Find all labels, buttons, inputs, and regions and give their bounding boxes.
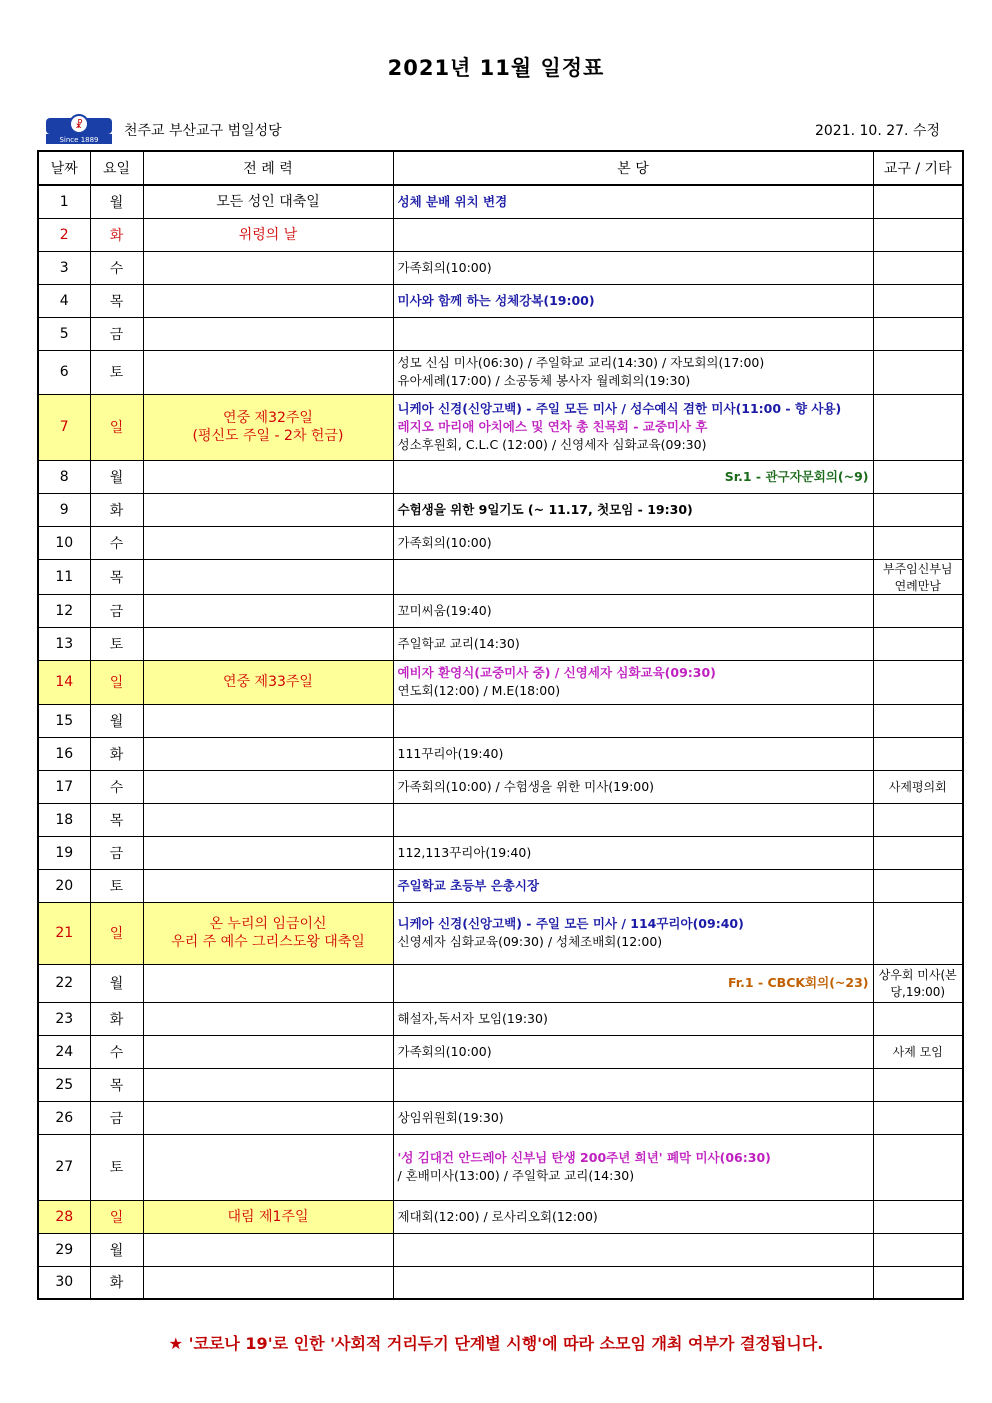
cell-parish [393, 627, 873, 660]
dow-value: 수 [109, 535, 124, 552]
cell-etc [873, 1101, 963, 1134]
table-row [38, 803, 963, 836]
cell-dow [90, 1002, 143, 1035]
parish-name: 천주교 부산교구 범일성당 [124, 123, 282, 139]
date-value: 12 [55, 602, 74, 619]
cell-liturgy [143, 660, 393, 704]
date-value: 21 [55, 925, 74, 941]
table-row [38, 350, 963, 394]
dow-value: 화 [109, 1011, 124, 1028]
cell-date [38, 1002, 90, 1035]
cell-liturgy [143, 350, 393, 394]
cell-parish [393, 1101, 873, 1134]
cell-date [38, 284, 90, 317]
header-parish: 본 당 [393, 151, 873, 185]
date-value: 27 [55, 1159, 74, 1175]
cell-parish [393, 493, 873, 526]
cell-date [38, 1035, 90, 1068]
event-text: 가족회의(10:00) [397, 259, 492, 275]
cell-date [38, 1200, 90, 1233]
table-row [38, 1233, 963, 1266]
cell-parish [393, 317, 873, 350]
event-text: 해설자,독서자 모임(19:30) [397, 1010, 548, 1026]
dow-value: 일 [109, 420, 124, 436]
cell-liturgy [143, 1035, 393, 1068]
dow-value: 화 [109, 502, 124, 519]
cell-parish [393, 594, 873, 627]
cell-etc [873, 1035, 963, 1068]
cell-dow [90, 836, 143, 869]
cell-date [38, 594, 90, 627]
dow-value: 금 [109, 326, 124, 343]
table-row [38, 1068, 963, 1101]
cell-parish [393, 350, 873, 394]
dow-value: 일 [109, 1209, 124, 1226]
date-value: 10 [55, 534, 74, 551]
event-text: 미사와 함께 하는 성체강복(19:00) [397, 292, 595, 308]
table-header [38, 151, 963, 185]
event-text: 제대회(12:00) / 로사리오회(12:00) [397, 1208, 598, 1224]
cell-etc [873, 627, 963, 660]
cell-dow [90, 526, 143, 559]
cell-liturgy [143, 284, 393, 317]
dow-value: 월 [109, 1242, 124, 1259]
cell-dow [90, 1035, 143, 1068]
cell-dow [90, 1266, 143, 1299]
date-value: 1 [59, 193, 69, 210]
header-liturgy: 전 례 력 [143, 151, 393, 185]
cell-date [38, 251, 90, 284]
liturgy-text: 모든 성인 대축일 [216, 193, 320, 210]
dow-value: 토 [109, 878, 124, 895]
event-text: 수험생을 위한 9일기도 (~ 11.17, 첫모임 - 19:30) [397, 501, 693, 517]
cell-parish [393, 559, 873, 594]
cell-etc [873, 559, 963, 594]
event-text: 112,113꾸리아(19:40) [397, 844, 532, 860]
table-row [38, 836, 963, 869]
dow-value: 월 [109, 194, 124, 211]
event-text: Sr.1 - 관구자문회의(~9) [724, 468, 869, 484]
cell-etc [873, 317, 963, 350]
date-value: 3 [59, 259, 69, 276]
cell-date [38, 1134, 90, 1200]
cell-dow [90, 704, 143, 737]
date-value: 4 [59, 292, 69, 309]
date-value: 23 [55, 1010, 74, 1027]
cell-dow [90, 218, 143, 251]
cell-liturgy [143, 526, 393, 559]
table-row [38, 1266, 963, 1299]
cell-etc [873, 251, 963, 284]
dow-value: 목 [109, 1077, 124, 1094]
cell-dow [90, 660, 143, 704]
date-value: 11 [55, 568, 74, 585]
table-row [38, 1035, 963, 1068]
table-row [38, 869, 963, 902]
event-text: 가족회의(10:00) / 수험생을 위한 미사(19:00) [397, 778, 655, 794]
table-row [38, 493, 963, 526]
cell-date [38, 493, 90, 526]
cell-dow [90, 1101, 143, 1134]
cell-liturgy [143, 1002, 393, 1035]
cell-parish [393, 1134, 873, 1200]
date-value: 20 [55, 877, 74, 894]
dow-value: 월 [109, 976, 124, 992]
table-row [38, 627, 963, 660]
table-row [38, 394, 963, 460]
cell-dow [90, 559, 143, 594]
table-row [38, 185, 963, 218]
cell-etc [873, 770, 963, 803]
event-text: 주일학교 초등부 은총시장 [397, 877, 540, 893]
dow-value: 금 [109, 603, 124, 620]
cell-liturgy [143, 317, 393, 350]
cell-parish [393, 185, 873, 218]
cell-etc [873, 185, 963, 218]
schedule-table [37, 150, 964, 1300]
cell-parish [393, 1266, 873, 1299]
cell-liturgy [143, 964, 393, 1002]
event-text: '성 김대건 안드레아 신부님 탄생 200주년 희년' 폐막 미사(06:30) [397, 1150, 771, 1165]
event-text: 유아세례(17:00) / 소공동체 봉사자 월례회의(19:30) [397, 373, 691, 388]
cell-etc [873, 526, 963, 559]
svg-text:Since 1889: Since 1889 [59, 136, 99, 144]
event-text: 111꾸리아(19:40) [397, 745, 504, 761]
dow-value: 수 [109, 260, 124, 277]
cell-etc [873, 493, 963, 526]
event-text: 가족회의(10:00) [397, 1043, 492, 1059]
cell-liturgy [143, 627, 393, 660]
table-row [38, 1200, 963, 1233]
cell-liturgy [143, 1068, 393, 1101]
event-text: 상임위원회(19:30) [397, 1109, 504, 1125]
table-row [38, 704, 963, 737]
dow-value: 금 [109, 1110, 124, 1127]
event-text: Fr.1 - CBCK회의(~23) [728, 975, 869, 990]
cell-date [38, 460, 90, 493]
cell-date [38, 185, 90, 218]
cell-date [38, 737, 90, 770]
cell-liturgy [143, 1200, 393, 1233]
date-value: 26 [55, 1109, 74, 1126]
cell-parish [393, 660, 873, 704]
event-text: 성체 분배 위치 변경 [397, 193, 508, 209]
cell-parish [393, 218, 873, 251]
event-text: 꼬미씨움(19:40) [397, 602, 492, 618]
cell-dow [90, 1200, 143, 1233]
cell-liturgy [143, 218, 393, 251]
cell-parish [393, 836, 873, 869]
cell-liturgy [143, 251, 393, 284]
cell-date [38, 660, 90, 704]
dow-value: 목 [109, 293, 124, 310]
date-value: 2 [59, 226, 69, 243]
cell-date [38, 704, 90, 737]
cell-parish [393, 394, 873, 460]
cell-etc [873, 1266, 963, 1299]
event-text: 니케아 신경(신앙고백) - 주일 모든 미사 / 성수예식 겸한 미사(11:00 - 향 사용) [397, 401, 842, 416]
revised-date: 2021. 10. 27. 수정 [814, 123, 940, 139]
cell-liturgy [143, 704, 393, 737]
etc-text: 사제평의회 [888, 780, 947, 794]
cell-dow [90, 737, 143, 770]
cell-date [38, 526, 90, 559]
cell-dow [90, 902, 143, 964]
etc-text: 사제 모임 [892, 1045, 943, 1059]
liturgy-text: 연중 제32주일 [223, 410, 313, 426]
cell-etc [873, 964, 963, 1002]
date-value: 28 [55, 1208, 74, 1225]
dow-value: 목 [109, 812, 124, 829]
table-row [38, 1134, 963, 1200]
cell-dow [90, 1134, 143, 1200]
table-row [38, 737, 963, 770]
event-text: 신영세자 심화교육(09:30) / 성체조배회(12:00) [397, 934, 663, 949]
cell-etc [873, 704, 963, 737]
table-row [38, 559, 963, 594]
cell-liturgy [143, 460, 393, 493]
cell-dow [90, 964, 143, 1002]
cell-etc [873, 1002, 963, 1035]
cell-etc [873, 660, 963, 704]
cell-parish [393, 284, 873, 317]
cell-dow [90, 770, 143, 803]
cell-dow [90, 594, 143, 627]
table-row [38, 1101, 963, 1134]
date-value: 18 [55, 811, 74, 828]
cell-parish [393, 902, 873, 964]
cell-dow [90, 803, 143, 836]
liturgy-text: 대림 제1주일 [227, 1208, 309, 1225]
cell-etc [873, 1068, 963, 1101]
event-text: 주일학교 교리(14:30) [397, 635, 520, 651]
liturgy-text: (평신도 주일 - 2차 헌금) [192, 428, 344, 444]
cell-date [38, 1233, 90, 1266]
date-value: 13 [55, 635, 74, 652]
cell-liturgy [143, 394, 393, 460]
event-text: 예비자 환영식(교중미사 중) / 신영세자 심화교육(09:30) [397, 665, 716, 680]
cell-date [38, 770, 90, 803]
date-value: 22 [55, 975, 74, 991]
cell-date [38, 218, 90, 251]
dow-value: 토 [109, 365, 124, 381]
table-row [38, 964, 963, 1002]
dow-value: 수 [109, 1044, 124, 1061]
cell-etc [873, 902, 963, 964]
cell-liturgy [143, 1101, 393, 1134]
cell-date [38, 394, 90, 460]
cell-parish [393, 1035, 873, 1068]
cell-date [38, 1068, 90, 1101]
date-value: 15 [55, 712, 74, 729]
cell-date [38, 1101, 90, 1134]
table-row [38, 526, 963, 559]
date-value: 17 [55, 778, 74, 795]
dow-value: 토 [109, 636, 124, 653]
table-row [38, 660, 963, 704]
cell-parish [393, 803, 873, 836]
page-title: 2021년 11월 일정표 [387, 56, 605, 80]
header-dow: 요일 [90, 151, 143, 185]
date-value: 9 [59, 501, 69, 518]
cell-parish [393, 770, 873, 803]
cell-dow [90, 394, 143, 460]
cell-dow [90, 1233, 143, 1266]
header-row [44, 110, 940, 146]
cell-date [38, 803, 90, 836]
parish-logo [44, 110, 114, 144]
date-value: 7 [59, 419, 69, 435]
cell-parish [393, 869, 873, 902]
cell-parish [393, 526, 873, 559]
date-value: 6 [59, 364, 69, 380]
cell-date [38, 869, 90, 902]
date-value: 5 [59, 325, 69, 342]
cell-liturgy [143, 1134, 393, 1200]
dow-value: 토 [109, 1160, 124, 1176]
cell-parish [393, 251, 873, 284]
footnote: ★ '코로나 19'로 인한 '사회적 거리두기 단계별 시행'에 따라 소모임 개최 여부가 결정됩니다. [168, 1334, 824, 1353]
cell-etc [873, 869, 963, 902]
cell-parish [393, 1200, 873, 1233]
cell-date [38, 317, 90, 350]
dow-value: 수 [109, 779, 124, 796]
cell-date [38, 902, 90, 964]
cell-dow [90, 1068, 143, 1101]
cell-date [38, 627, 90, 660]
event-text: 가족회의(10:00) [397, 534, 492, 550]
liturgy-text: 온 누리의 임금이신 [209, 916, 327, 932]
cell-dow [90, 493, 143, 526]
cell-dow [90, 317, 143, 350]
cell-date [38, 350, 90, 394]
svg-text:☧: ☧ [75, 120, 83, 131]
cell-etc [873, 803, 963, 836]
cell-parish [393, 1068, 873, 1101]
dow-value: 화 [109, 1275, 124, 1292]
table-row [38, 902, 963, 964]
cell-liturgy [143, 594, 393, 627]
cell-liturgy [143, 803, 393, 836]
cell-dow [90, 284, 143, 317]
dow-value: 일 [109, 675, 124, 691]
table-row [38, 284, 963, 317]
cell-liturgy [143, 493, 393, 526]
event-text: / 혼배미사(13:00) / 주일학교 교리(14:30) [397, 1168, 635, 1183]
cell-dow [90, 251, 143, 284]
cell-etc [873, 460, 963, 493]
header-etc: 교구 / 기타 [873, 151, 963, 185]
cell-dow [90, 627, 143, 660]
date-value: 14 [55, 674, 74, 690]
cell-liturgy [143, 1233, 393, 1266]
cell-liturgy [143, 559, 393, 594]
event-text: 성소후원회, C.L.C (12:00) / 신영세자 심화교육(09:30) [397, 437, 707, 452]
cell-parish [393, 1233, 873, 1266]
etc-text: 상우회 미사(본당,19:00) [878, 968, 957, 999]
cell-etc [873, 594, 963, 627]
dow-value: 화 [109, 746, 124, 763]
cell-etc [873, 1134, 963, 1200]
date-value: 25 [55, 1076, 74, 1093]
liturgy-text: 우리 주 예수 그리스도왕 대축일 [171, 934, 365, 950]
cell-dow [90, 869, 143, 902]
cell-parish [393, 737, 873, 770]
table-row [38, 1002, 963, 1035]
event-text: 니케아 신경(신앙고백) - 주일 모든 미사 / 114꾸리아(09:40) [397, 916, 744, 931]
header-date: 날짜 [38, 151, 90, 185]
cell-liturgy [143, 185, 393, 218]
cell-etc [873, 284, 963, 317]
cell-date [38, 559, 90, 594]
table-row [38, 218, 963, 251]
cell-parish [393, 704, 873, 737]
cell-liturgy [143, 737, 393, 770]
dow-value: 월 [109, 713, 124, 730]
cell-parish [393, 460, 873, 493]
cell-liturgy [143, 770, 393, 803]
dow-value: 금 [109, 845, 124, 862]
table-row [38, 770, 963, 803]
date-value: 24 [55, 1043, 74, 1060]
cell-etc [873, 1200, 963, 1233]
cell-etc [873, 836, 963, 869]
event-text: 연도회(12:00) / M.E(18:00) [397, 683, 561, 698]
date-value: 19 [55, 844, 74, 861]
dow-value: 목 [109, 569, 124, 586]
cell-date [38, 1266, 90, 1299]
dow-value: 일 [109, 926, 124, 942]
event-text: 성모 신심 미사(06:30) / 주일학교 교리(14:30) / 자모회의(17:00) [397, 355, 765, 370]
cell-etc [873, 350, 963, 394]
etc-text: 부주임신부님 연례만남 [882, 561, 953, 593]
cell-liturgy [143, 836, 393, 869]
cell-liturgy [143, 869, 393, 902]
dow-value: 월 [109, 469, 124, 486]
cell-parish [393, 1002, 873, 1035]
cell-etc [873, 737, 963, 770]
event-text: 레지오 마리애 아치에스 및 연차 총 친목회 - 교중미사 후 [397, 419, 708, 434]
cell-date [38, 836, 90, 869]
cell-dow [90, 185, 143, 218]
cell-date [38, 964, 90, 1002]
cell-etc [873, 218, 963, 251]
cell-parish [393, 964, 873, 1002]
table-row [38, 460, 963, 493]
cell-liturgy [143, 1266, 393, 1299]
cell-etc [873, 1233, 963, 1266]
table-row [38, 594, 963, 627]
cell-dow [90, 350, 143, 394]
date-value: 29 [55, 1241, 74, 1258]
cell-etc [873, 394, 963, 460]
cell-dow [90, 460, 143, 493]
dow-value: 화 [109, 227, 124, 244]
table-row [38, 251, 963, 284]
date-value: 16 [55, 745, 74, 762]
table-row [38, 317, 963, 350]
date-value: 30 [55, 1274, 74, 1291]
liturgy-text: 위령의 날 [238, 226, 298, 243]
cell-liturgy [143, 902, 393, 964]
liturgy-text: 연중 제33주일 [223, 674, 313, 690]
date-value: 8 [59, 468, 69, 485]
